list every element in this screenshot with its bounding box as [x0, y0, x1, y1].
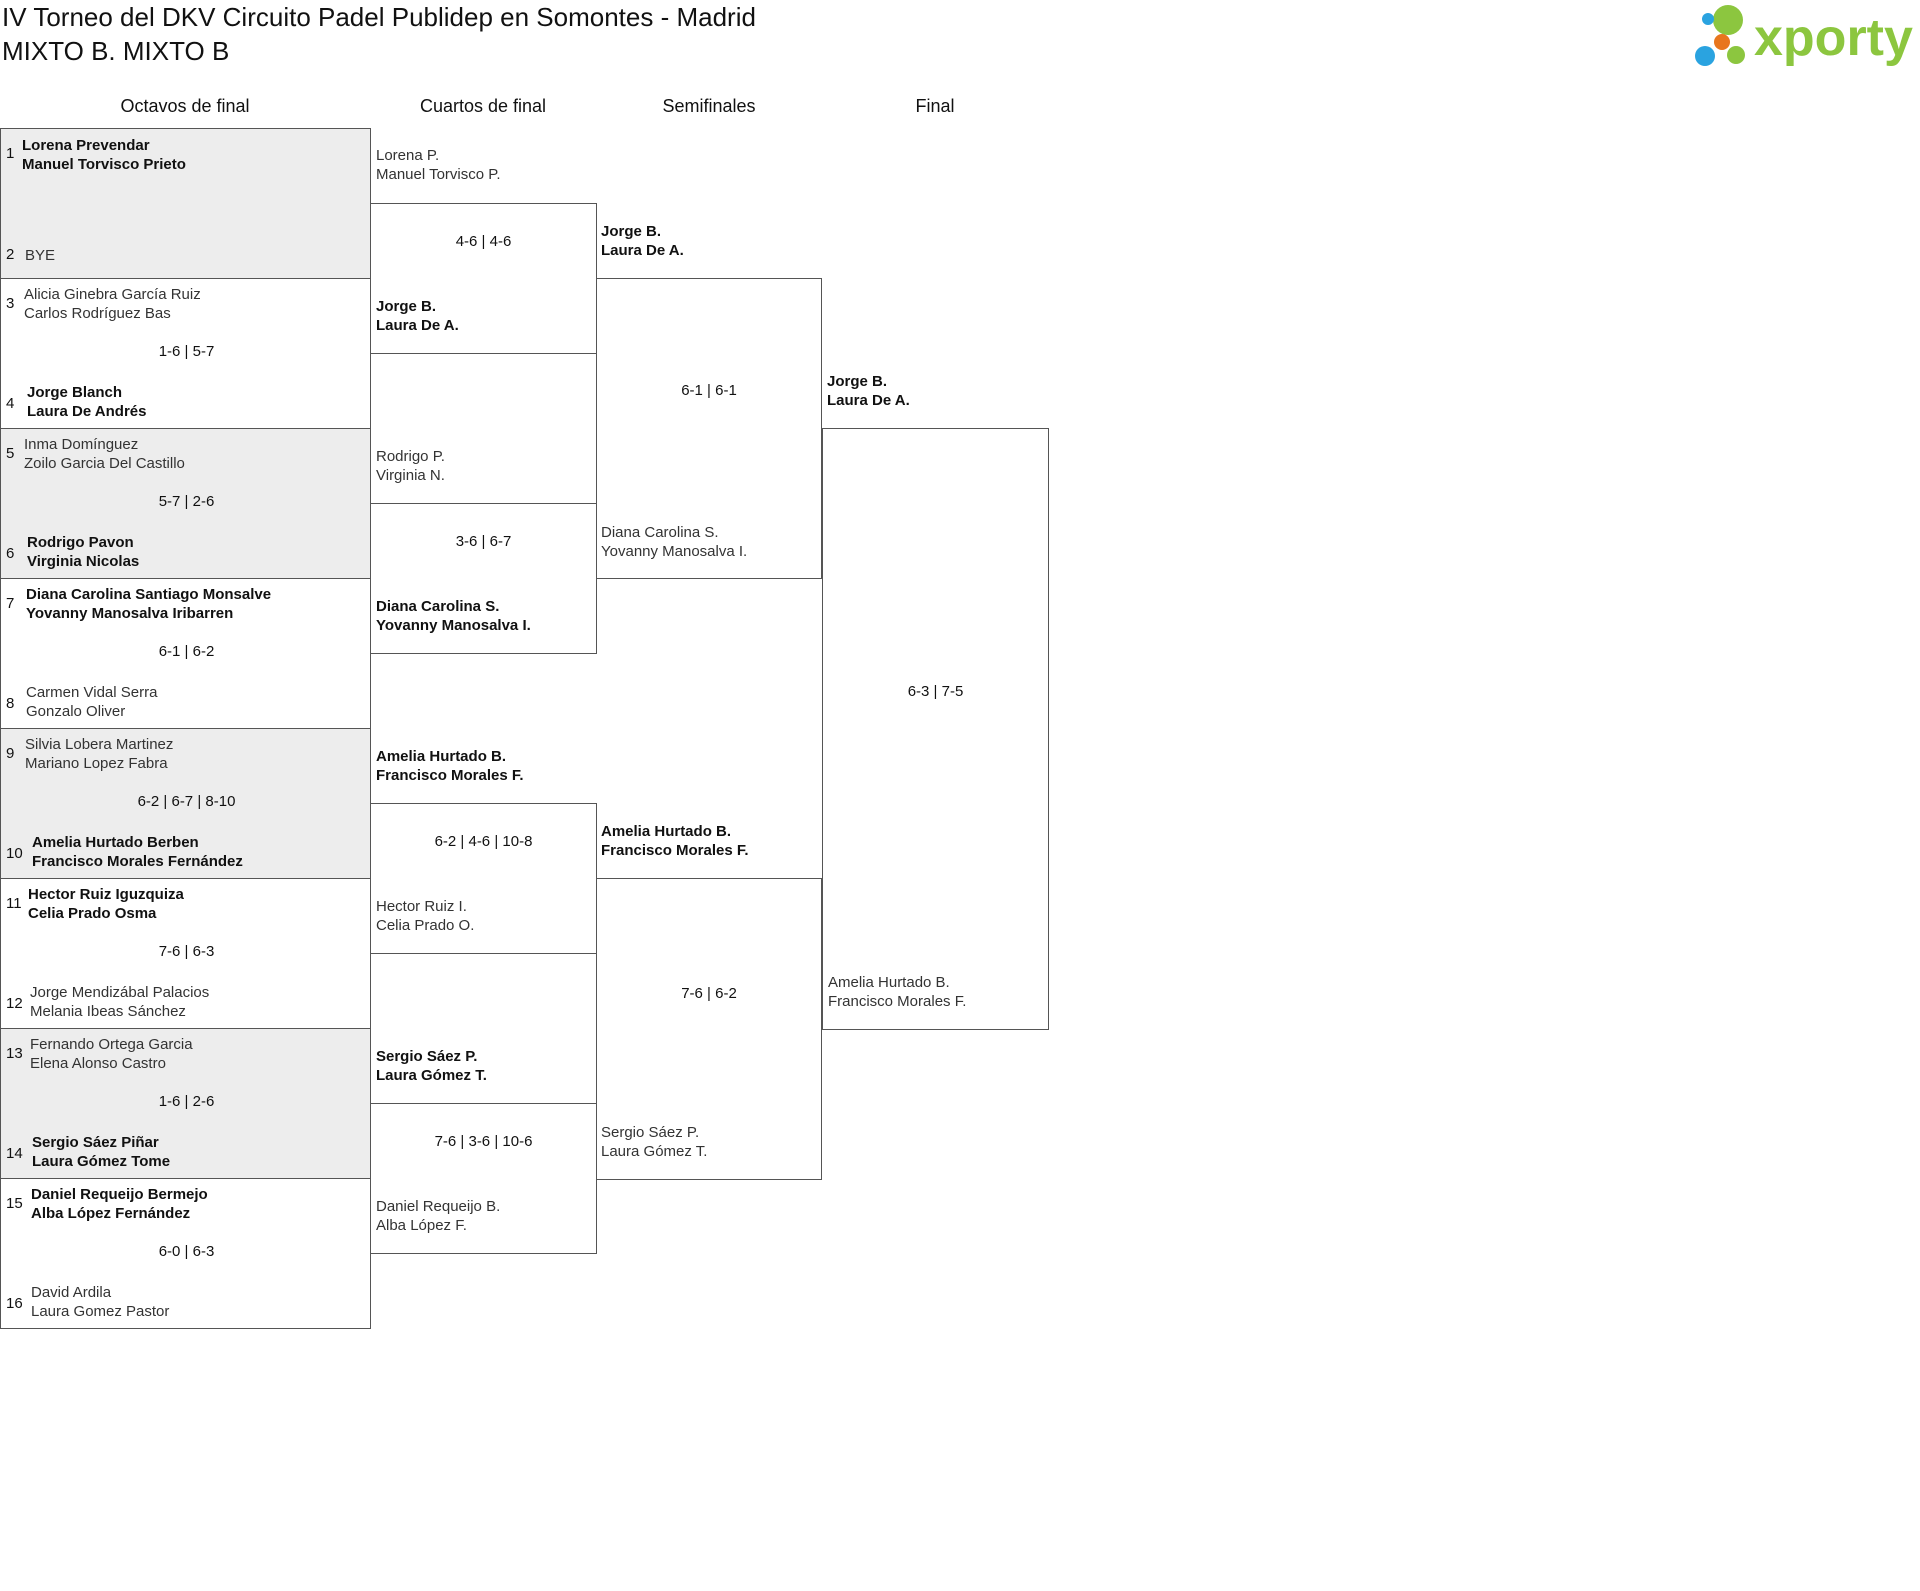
seed-number: 10 — [6, 845, 23, 862]
qf-match — [370, 1103, 597, 1254]
player-name: Sergio Sáez P. — [601, 1124, 700, 1141]
qf-match — [370, 503, 597, 654]
player-name: Yovanny Manosalva Iribarren — [26, 605, 234, 622]
r16-match — [0, 1028, 371, 1179]
r16-match — [0, 1178, 371, 1329]
player-name: Lorena Prevendar — [22, 137, 150, 154]
xporty-logo — [1694, 3, 1919, 69]
player-name: Yovanny Manosalva I. — [376, 617, 531, 634]
player-name: Jorge B. — [376, 298, 437, 315]
player-name: Celia Prado Osma — [28, 905, 157, 922]
player-name: Laura De Andrés — [27, 403, 147, 420]
logo-blue-dot-small — [1702, 13, 1714, 25]
sf-match — [596, 278, 822, 579]
player-name: Amelia Hurtado Berben — [32, 834, 199, 851]
player-name: Laura De A. — [827, 392, 910, 409]
player-name: Gonzalo Oliver — [26, 703, 126, 720]
round-header-semifinales: Semifinales — [662, 96, 756, 116]
player-name: Inma Domínguez — [24, 436, 139, 453]
player-name: Francisco Morales F. — [601, 842, 749, 859]
player-name: Silvia Lobera Martinez — [25, 736, 174, 753]
match-score: 4-6 | 4-6 — [455, 233, 512, 250]
player-name: Amelia Hurtado B. — [828, 974, 950, 991]
player-name: Yovanny Manosalva I. — [601, 543, 748, 560]
player-name: Alicia Ginebra García Ruiz — [24, 286, 201, 303]
player-name: Daniel Requeijo B. — [376, 1198, 501, 1215]
seed-number: 9 — [6, 745, 15, 762]
player-name: Carlos Rodríguez Bas — [24, 305, 171, 322]
match-score: 6-1 | 6-1 — [681, 382, 737, 399]
player-name: Hector Ruiz I. — [376, 898, 467, 915]
seed-number: 7 — [6, 595, 15, 612]
player-name: Melania Ibeas Sánchez — [30, 1003, 186, 1020]
round-header-final: Final — [915, 96, 955, 116]
player-name: Mariano Lopez Fabra — [25, 755, 168, 772]
player-name: Amelia Hurtado B. — [376, 748, 507, 765]
player-name: Diana Carolina Santiago Monsalve — [26, 586, 272, 603]
logo-orange-dot — [1714, 34, 1730, 50]
player-name: Amelia Hurtado B. — [601, 823, 732, 840]
qf-match — [370, 803, 597, 954]
player-name: Lorena P. — [376, 147, 440, 164]
player-name: Daniel Requeijo Bermejo — [31, 1186, 208, 1203]
match-score: 7-6 | 6-3 — [158, 943, 215, 960]
seed-number: 14 — [6, 1145, 23, 1162]
player-name: Celia Prado O. — [376, 917, 475, 934]
player-name: Sergio Sáez Piñar — [32, 1134, 159, 1151]
category-title: MIXTO B. MIXTO B — [2, 36, 230, 66]
player-name: Elena Alonso Castro — [30, 1055, 166, 1072]
logo-green-dot-small — [1727, 46, 1745, 64]
player-name: Rodrigo P. — [376, 448, 445, 465]
player-name: BYE — [25, 247, 56, 264]
player-name: Zoilo Garcia Del Castillo — [24, 455, 185, 472]
r16-match — [0, 878, 371, 1029]
player-name: Laura De A. — [376, 317, 459, 334]
match-score: 6-3 | 7-5 — [907, 683, 964, 700]
r16-match — [0, 428, 371, 579]
player-name: Laura Gomez Pastor — [31, 1303, 170, 1320]
seed-number: 2 — [6, 246, 15, 263]
player-name: Manuel Torvisco Prieto — [22, 156, 186, 173]
player-name: Alba López Fernández — [31, 1205, 191, 1222]
player-name: Virginia N. — [376, 467, 445, 484]
player-name: Jorge Blanch — [27, 384, 123, 401]
player-name: Laura Gómez T. — [601, 1143, 708, 1160]
player-name: David Ardila — [31, 1284, 112, 1301]
qf-match — [370, 203, 597, 354]
player-name: Laura De A. — [601, 242, 684, 259]
player-name: Carmen Vidal Serra — [26, 684, 158, 701]
player-name: Rodrigo Pavon — [27, 534, 134, 551]
logo-green-dot — [1713, 5, 1743, 35]
r16-match — [0, 278, 371, 429]
player-name: Francisco Morales F. — [376, 767, 524, 784]
round-header-octavos: Octavos de final — [120, 96, 250, 116]
logo-blue-dot — [1695, 46, 1715, 66]
seed-number: 4 — [6, 395, 15, 412]
match-score: 3-6 | 6-7 — [455, 533, 512, 550]
seed-number: 13 — [6, 1045, 23, 1062]
seed-number: 15 — [6, 1195, 23, 1212]
seed-number: 16 — [6, 1295, 23, 1312]
seed-number: 12 — [6, 995, 23, 1012]
player-name: Diana Carolina S. — [601, 524, 719, 541]
player-name: Alba López F. — [376, 1217, 467, 1234]
match-score: 6-2 | 4-6 | 10-8 — [434, 833, 533, 850]
r16-match — [0, 728, 371, 879]
player-name: Jorge Mendizábal Palacios — [30, 984, 210, 1001]
seed-number: 6 — [6, 545, 15, 562]
match-score: 6-0 | 6-3 — [158, 1243, 215, 1260]
player-name: Diana Carolina S. — [376, 598, 500, 615]
round-header-cuartos: Cuartos de final — [419, 96, 547, 116]
match-score: 5-7 | 2-6 — [158, 493, 215, 510]
player-name: Francisco Morales F. — [828, 993, 967, 1010]
player-name: Virginia Nicolas — [27, 553, 140, 570]
r16-match — [0, 578, 371, 729]
tournament-title: IV Torneo del DKV Circuito Padel Publidep en Somontes - Madrid — [2, 2, 756, 32]
match-score: 7-6 | 6-2 — [681, 985, 737, 1002]
match-score: 6-1 | 6-2 — [158, 643, 215, 660]
player-name: Manuel Torvisco P. — [376, 166, 501, 183]
player-name: Hector Ruiz Iguzquiza — [28, 886, 184, 903]
sf-match — [596, 878, 822, 1180]
match-score: 1-6 | 2-6 — [158, 1093, 215, 1110]
match-score: 7-6 | 3-6 | 10-6 — [434, 1133, 533, 1150]
match-score: 1-6 | 5-7 — [158, 343, 215, 360]
seed-number: 5 — [6, 445, 15, 462]
player-name: Jorge B. — [827, 373, 888, 390]
player-name: Laura Gómez Tome — [32, 1153, 171, 1170]
seed-number: 8 — [6, 695, 15, 712]
seed-number: 1 — [6, 145, 15, 162]
player-name: Fernando Ortega Garcia — [30, 1036, 193, 1053]
player-name: Jorge B. — [601, 223, 662, 240]
player-name: Laura Gómez T. — [376, 1067, 487, 1084]
match-score: 6-2 | 6-7 | 8-10 — [137, 793, 236, 810]
final-match — [822, 428, 1049, 1030]
seed-number: 3 — [6, 295, 15, 312]
r16-match — [0, 128, 371, 279]
logo-text: xporty — [1754, 9, 1913, 67]
player-name: Francisco Morales Fernández — [32, 853, 243, 870]
player-name: Sergio Sáez P. — [376, 1048, 478, 1065]
seed-number: 11 — [6, 895, 22, 912]
